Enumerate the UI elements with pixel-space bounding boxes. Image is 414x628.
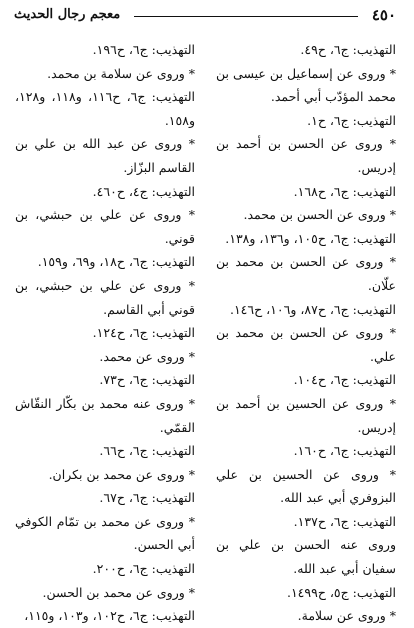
citation-line: التهذيب: ج٦، ح١١٦، و١١٨، و١٢٨، و١٥٨. xyxy=(15,89,196,128)
citation-line: التهذيب: ج٦، ح١٠٢، و١٠٣، و١١٥، xyxy=(24,608,195,624)
citation-line: التهذيب: ج٦، ح١٣٧. xyxy=(293,513,396,529)
citation-line: التهذيب: ج٤، ح٤٦٠. xyxy=(92,183,195,199)
header-rule xyxy=(134,16,358,17)
running-title: معجم رجال الحديث xyxy=(14,7,121,22)
narration-entry: * وروى عن الحسن بن محمد بن علّان. xyxy=(216,254,396,293)
narration-entry: * وروى عن سلامة. xyxy=(297,608,396,624)
citation-line: التهذيب: ج٥، ح١٤٩٩. xyxy=(286,584,396,600)
citation-line: التهذيب: ج٦، ح٤٩. xyxy=(300,42,396,57)
narration-entry: وروى عنه الحسن بن علي بن سفيان أبي عبد الله. xyxy=(216,537,396,577)
citation-line: التهذيب: ج٦، ح٢٠٠. xyxy=(92,561,195,577)
citation-line: التهذيب: ج٦، ح٦٦. xyxy=(99,443,195,459)
citation-line: التهذيب: ج٦، ح١٩٦. xyxy=(92,42,195,57)
citation-line: التهذيب: ج٦، ح١. xyxy=(307,112,396,128)
narration-entry: * وروى عن محمد بن تمّام الكوفي أبي الحسن. xyxy=(15,513,195,553)
narration-entry: * وروى عن علي بن حبشي، بن قوني أبي القاسم. xyxy=(15,277,195,317)
citation-line: التهذيب: ج٦، ح١٨، و٦٩، و١٥٩. xyxy=(37,254,195,270)
narration-entry: * وروى عن محمد. xyxy=(99,348,195,364)
citation-line: التهذيب: ج٦، ح١٠٥، و١٣٦، و١٣٨. xyxy=(225,230,396,246)
narration-entry: * وروى عن الحسن بن محمد بن علي. xyxy=(216,325,396,364)
citation-line: التهذيب: ج٦، ح١٦٨. xyxy=(293,183,396,199)
narration-entry: * وروى عن محمد بن بكران. xyxy=(48,466,195,482)
narration-entry: * وروى عنه محمد بن بكّار النقّاش القمّي. xyxy=(15,395,195,435)
citation-line: التهذيب: ج٦، ح١٠٤. xyxy=(293,372,396,388)
narration-entry: * وروى عن الحسين بن علي البزوفري أبي عبد الله. xyxy=(216,466,396,506)
narration-entry: * وروى عن الحسن بن أحمد بن إدريس. xyxy=(216,136,396,175)
citation-line: التهذيب: ج٦، ح٧٣. xyxy=(99,372,195,388)
narration-entry: * وروى عن عبد الله بن علي بن القاسم البزّاز. xyxy=(15,136,195,175)
citation-line: التهذيب: ج٦، ح١٦٠. xyxy=(293,443,396,459)
narration-entry: * وروى عن الحسن بن محمد. xyxy=(243,207,396,223)
narration-entry: * وروى عن محمد بن الحسن. xyxy=(42,584,195,600)
citation-line: التهذيب: ج٦، ح٦٧. xyxy=(99,490,195,506)
narration-entry: * وروى عن علي بن حبشي، بن قوني. xyxy=(15,207,195,246)
narration-entry: * وروى عن الحسين بن أحمد بن إدريس. xyxy=(216,395,396,435)
citation-line: التهذيب: ج٦، ح١٢٤. xyxy=(92,325,195,341)
narration-entry: * وروى عن سلامة بن محمد. xyxy=(47,65,195,81)
citation-line: التهذيب: ج٦، ح٨٧، و١٠٦، ح١٤٦. xyxy=(229,301,396,317)
left-column xyxy=(15,38,195,628)
page-header xyxy=(0,0,414,30)
page-number: ٤٥٠ xyxy=(371,6,396,24)
narration-entry: * وروى عن إسماعيل بن عيسى بن محمد المؤدّب أبي أحمد. xyxy=(216,65,396,105)
right-column xyxy=(216,38,396,628)
